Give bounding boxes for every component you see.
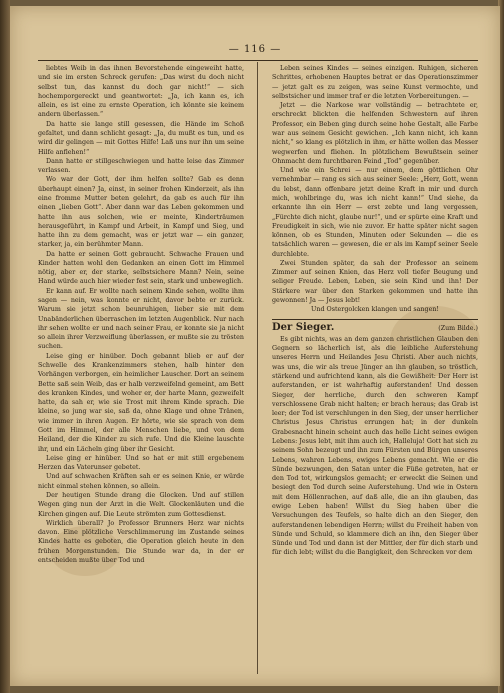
paragraph: Der heutigen Stunde drang die Glocken. Und auf stillen Wegen ging nun der Arzt in die Welt. Glockenläuten und die Kirchen gingen auf. Die Leute strömten zum Gottesdienst. bbox=[38, 491, 244, 518]
paragraph: Und wie ein Schrei — nur einem, dem göttlichen Ohr vernehmbar — rang es sich aus seiner Seele: „Herr, Gott, wenn du lebst, dann offenbare jetzt deine Kraft in mir und durch mich, wohlbringe du, was ich nicht kann!“ Und siehe, da erkannte ihn ein Herr — erst zebte und lang vergessen, „Fürchte dich nicht, glaube nur!“, und er spürte eine Kraft und Freudigkeit in sich, wie nie zuvor. Er hatte später nicht sagen können, ob es Stunden, Minuten oder Sekunden — die es tatsächlich waren — gewesen, die er als im Kampf seiner Seele durchlebte. bbox=[272, 167, 478, 258]
paragraph: Da hatte er seinen Gott gebraucht. Schwache Frauen und Kinder hatten wohl den Gedanken an einen Gott im Himmel nötig, aber er, der starke, selbstsichere Mann? Nein, seine Hand würde auch hier wieder fest sein, stark und unbeweglich. bbox=[38, 250, 244, 286]
paragraph: Er kann auf. Er wollte nach seinem Kinde sehen, wollte ihm sagen — nein, was konnte er nicht, davor bebte er zurück. Warum sie jetzt schon beunruhigen, lieber sie mit dem Unabänderlichen überraschen im letzten Augenblick. Nur nach ihr sehen wollte er und nach seiner Frau, er konnte sie ja nicht so allein ihrer Verzweiflung überlassen, er mußte sie zu trösten suchen. bbox=[38, 287, 244, 351]
paragraph: Und auf schwachen Kräften sah er es seinen Knie, er würde nicht einmal stehen können, so allein. bbox=[38, 473, 244, 490]
page-number: — 116 — bbox=[228, 44, 282, 55]
paragraph: Dann hatte er stillgeschwiegen und hatte leise das Zimmer verlassen. bbox=[38, 157, 244, 175]
book-page bbox=[10, 6, 500, 686]
paragraph: Da hatte sie lange still gesessen, die Hände im Schoß gefaltet, und dann schlicht gesagt: „Ja, du mußt es tun, und es wird dir gelingen — mit Gottes Hilfe! Laß uns nur ihn um seine Hilfe anflehen!“ bbox=[38, 120, 244, 156]
paragraph: Wirklich überall? Jo Professor Brunners Herz war nichts davon. Eine plötzliche Verschlimmerung im Zustande seines Kindes hatte es geboten, die Operation gleich heute in den frühen Morgenstunden. Die Stunde war da, in der er entscheiden mußte über Tod und bbox=[38, 519, 244, 564]
right-column bbox=[272, 64, 478, 558]
paragraph: Wo war der Gott, der ihm helfen sollte? Gab es denn überhaupt einen? Ja, einst, in seiner frohen Kinderzeit, als ihn eine fromme Mutter beten gelehrt, da gab es auch für ihn einen „lieben Gott“. Aber dann war das Leben gekommen und hatte ihn aus solchen, wie er meinte, Kinderträumen herausgeführt, in Kampf und Arbeit, in Kampf und Sieg, und hatte ihn zu dem gemacht, was er jetzt war — ein ganzer, starker, ja, ein berühmter Mann. bbox=[38, 176, 244, 249]
book-spine-shadow bbox=[0, 0, 10, 693]
paragraph: liebtes Weib in das ihnen Bevorstehende eingeweiht hatte, und sie im ersten Schreck gerufen: „Das wirst du doch nicht selbst tun, das kannst du doch gar nicht!“ — sich hochemporgereckt und geantwortet: „Ja, ich kann es, ich allein, es ist eine zu ernste Operation, ich könnte sie keinem andern überlassen.“ bbox=[38, 65, 244, 119]
header-rule bbox=[38, 60, 478, 61]
closing-line: Und Ostergolcken klangen und sangen! bbox=[311, 306, 439, 314]
paragraph: Jetzt — die Narkose war vollständig — betrachtete er, erschreckt blickten die helfenden Schwestern auf ihren Professor, ein Beben ging durch seine hohe Gestalt, alle Farbe war aus seinem Gesicht gewichen. „Ich kann nicht, ich kann nicht,“ so klang es plötzlich in ihm, er hätte wollen das Messer wegwerfen und fliehen. In plötzlichem Bewußtsein seiner Ohnmacht dem furchtbaren Feind „Tod“ gegenüber. bbox=[272, 102, 478, 165]
left-column bbox=[38, 64, 244, 565]
paragraph: Zwei Stunden später, da sah der Professor an seinem Zimmer auf seinen Knien, das Herz voll tiefer Beugung und seliger Freude. Leben, Leben, sie sein Kind und ihn! Der Stärkere war über den Starken gekommen und hatte ihn gewonnen! Ja — Jesus lebt! bbox=[272, 259, 478, 305]
paragraph: Es gibt nichts, was an dem ganzen christlichen Glauben den Gegnern so lächerlich ist, als die leibliche Auferstehung unseres Herrn und Heilandes Jesu Christi. Aber auch nichts, was uns, die wir als treue Jünger an ihn glauben, so tröstlich, stärkend und aufrichtend kann, als die Gewißheit: Der Herr ist auferstanden, er ist wahrhaftig auferstanden! Und dessen Sieger, der herrliche, durch den schweren Kampf verschlossene Grab nicht halten; er brach heraus; das Grab ist leer; der Tod ist verschlungen in den Sieg, der unser herrlicher Christus Jesus Christus errungen hat; in der dunkeln Grabesnacht hinein scheint auch das helle Licht seines ewigen Lebens: Jesus lebt, mit ihm auch ich, Halleluja! Gott hat sich zu seinem Sohn bezeugt und ihn zum Fürsten und Bürgen unseres Lebens, wahren Lebens, ewiges Lebens gemacht. Wie er die Sünde bezwungen, den Satan unter die Füße getreten, hat er den Tod tot, wirkungslos gemacht; er erweckt die Seinen und besiegt den Tod durch seine Auferstehung. Und wie in Ostern mit dem Höllenrachen, auf daß alle, die an ihn glauben, das ewige Leben haben! Willst du Sieg haben über die Versuchungen des Teufels, so halte dich an den Sieger, den auferstandenen lebendigen Herrn; willst du Freiheit haben von Sünde und Schuld, so klammere dich an ihn, den Sieger über Sünde und Tod und dann ist der Mittler, der für dich starb und für dich lebt; willst du die Bangigkeit, den Schrecken vor dem bbox=[272, 335, 478, 557]
section-rule bbox=[272, 319, 478, 320]
section-title: Der Sieger. bbox=[272, 321, 335, 333]
paragraph: Leise ging er hinüber. Doch gebannt blieb er auf der Schwelle des Krankenzimmers stehen, halb hinter den Vorhängen verborgen, ein heimlicher Lauscher. Dort an seinem Bette saß sein Weib, das er halb verzweifelnd gemeint, am Bett des kranken Kindes, und woher er, der harte Mann, gezweifelt hatte, da sah er, wie sie Trost mit ihrem Kinde sprach. Die kleine, so jung war sie, saß da, ohne Klage und ohne Tränen, wie immer in ihren Augen. Er hörte, wie sie sprach von dem Gott im Himmel, der alle Menschen liebe, und von dem Heiland, der die Kinder zu sich rufe. Und die Kleine lauschte ihr, und ein Lächeln ging über ihr Gesicht. bbox=[38, 352, 244, 453]
column-divider bbox=[257, 62, 258, 674]
section-heading bbox=[272, 323, 478, 333]
paragraph: Leben seines Kindes — seines einzigen. Ruhigen, sicheren Schrittes, erhobenen Hauptes betrat er das Operationszimmer — jetzt galt es zu zeigen, was seine Kunst vermochte, und selbstsicher und immer traf er die letzten Vorbereitungen. — bbox=[272, 65, 478, 100]
paragraph: Leise ging er hinüber. Und so hat er mit still ergebenem Herzen das Vaterunser gebetet. bbox=[38, 454, 244, 472]
section-source-note: (Zum Bilde.) bbox=[438, 324, 478, 332]
